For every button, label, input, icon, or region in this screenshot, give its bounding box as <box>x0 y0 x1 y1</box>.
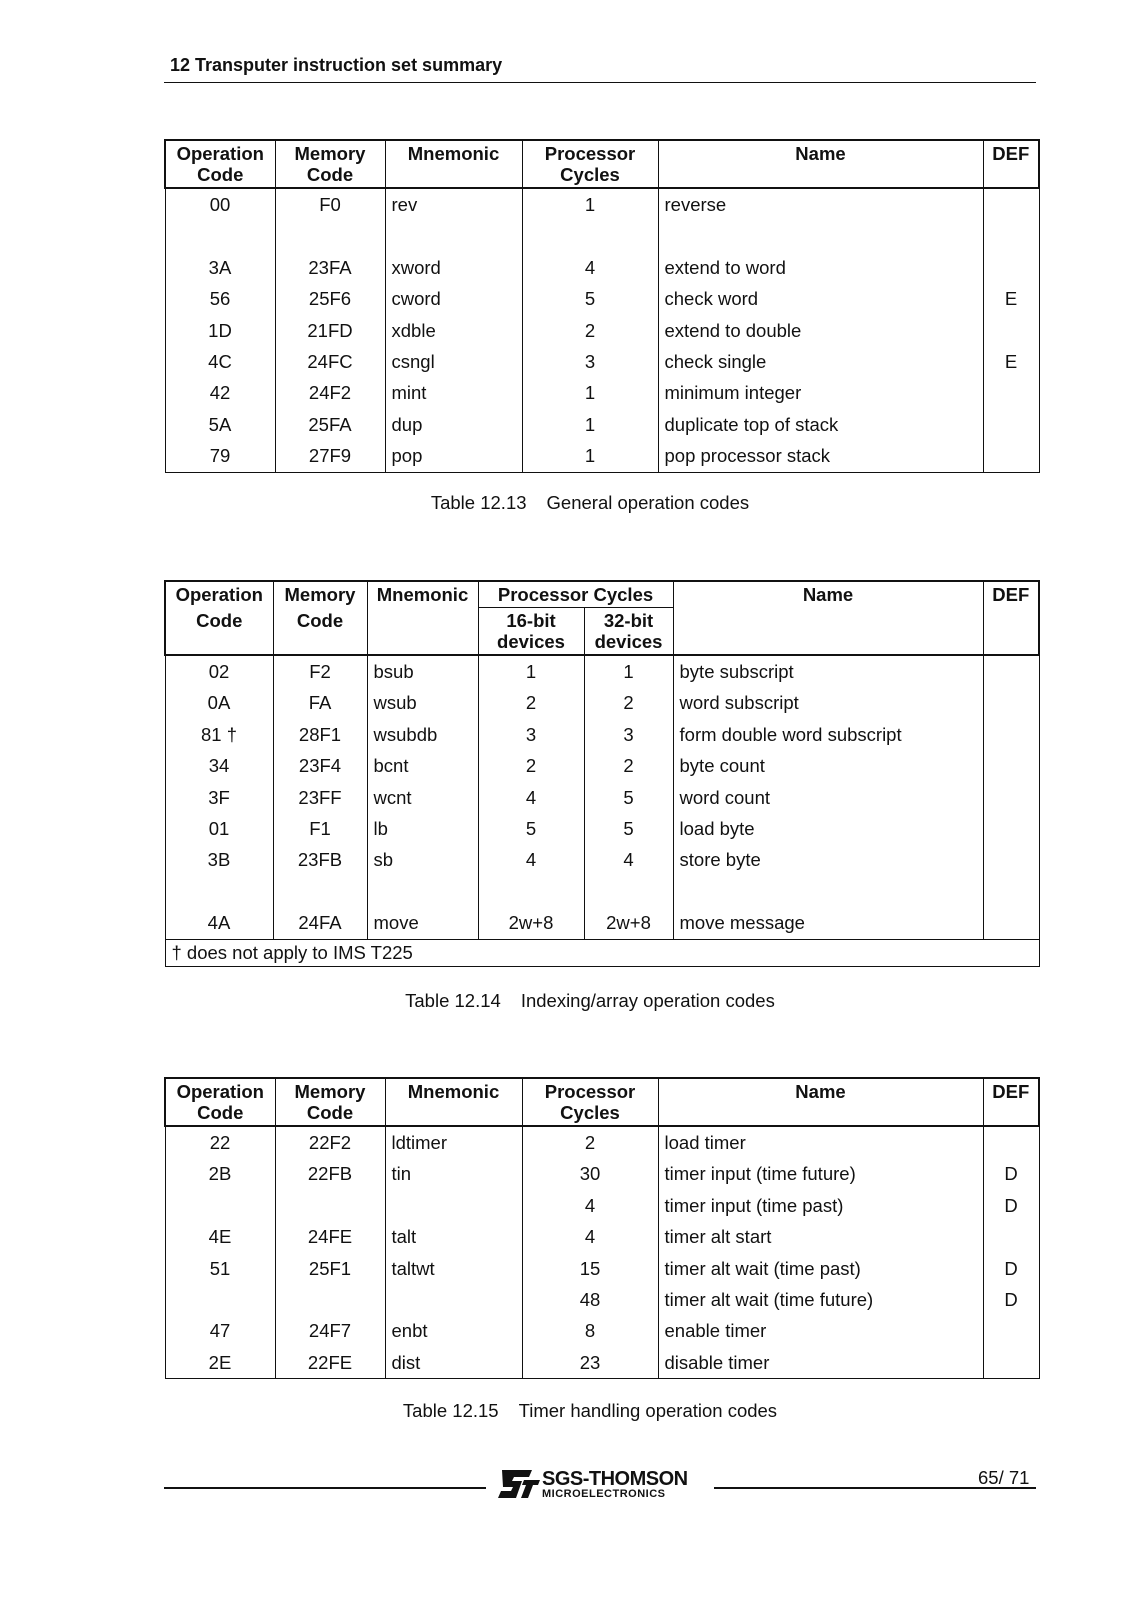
table-cell: 22 <box>165 1126 275 1158</box>
col-header: DEF <box>983 581 1039 655</box>
table-cell <box>983 440 1039 472</box>
table-row <box>165 283 1039 314</box>
table-cell <box>983 1315 1039 1346</box>
table-row <box>165 1253 1039 1284</box>
footnote-row <box>165 939 1039 966</box>
table-cell <box>983 813 1039 844</box>
table-cell: 25FA <box>275 409 385 440</box>
table-cell: 22FE <box>275 1347 385 1379</box>
table-row <box>165 782 1039 813</box>
caption-number: Table 12.13 <box>430 492 527 513</box>
table-cell: 4 <box>522 252 658 283</box>
table-cell: enable timer <box>658 1315 983 1346</box>
table-row <box>165 220 1039 251</box>
logo-text: SGS-THOMSON <box>542 1467 688 1490</box>
table-cell <box>385 1284 522 1315</box>
table-cell: tin <box>385 1158 522 1189</box>
table-cell: 30 <box>522 1158 658 1189</box>
table-cell: bsub <box>367 655 478 687</box>
st-logo <box>494 1468 688 1500</box>
table-cell <box>584 876 673 907</box>
table-cell <box>275 220 385 251</box>
col-header: Operation Code <box>165 1078 275 1126</box>
table-cell: disable timer <box>658 1347 983 1379</box>
table-cell: 24FE <box>275 1221 385 1252</box>
table-cell: wsubdb <box>367 719 478 750</box>
table-cell: dist <box>385 1347 522 1379</box>
table-cell: 2 <box>584 687 673 718</box>
table-cell: wcnt <box>367 782 478 813</box>
table-row <box>165 315 1039 346</box>
table-caption <box>0 990 1139 1012</box>
table-cell: 1 <box>584 655 673 687</box>
table-cell <box>983 315 1039 346</box>
table-cell <box>983 719 1039 750</box>
col-header: Name <box>658 140 983 188</box>
table-cell: D <box>983 1158 1039 1189</box>
table-cell: 4 <box>478 782 584 813</box>
table-cell: 56 <box>165 283 275 314</box>
col-header: Memory Code <box>275 140 385 188</box>
section-header: 12 Transputer instruction set summary <box>170 55 503 75</box>
table-cell: 2w+8 <box>478 907 584 939</box>
table-cell: cword <box>385 283 522 314</box>
table-cell: 34 <box>165 750 273 781</box>
table-cell: rev <box>385 188 522 220</box>
table-cell: 00 <box>165 188 275 220</box>
table-row <box>165 687 1039 718</box>
table-cell: 23FA <box>275 252 385 283</box>
table-cell: taltwt <box>385 1253 522 1284</box>
table-cell: 4 <box>478 844 584 875</box>
table-cell: 4A <box>165 907 273 939</box>
table-cell: timer input (time future) <box>658 1158 983 1189</box>
col-header: Name <box>673 581 983 655</box>
col-header: Processor Cycles <box>522 1078 658 1126</box>
st-logo-icon <box>494 1468 542 1500</box>
table-cell: ldtimer <box>385 1126 522 1158</box>
caption-number: Table 12.14 <box>405 990 501 1011</box>
table-cell: 2B <box>165 1158 275 1189</box>
table-cell <box>273 876 367 907</box>
table-cell: reverse <box>658 188 983 220</box>
table-cell: word count <box>673 782 983 813</box>
table-cell: 3A <box>165 252 275 283</box>
table-cell: 25F6 <box>275 283 385 314</box>
col-subheader: 16-bit devices <box>478 608 584 656</box>
table-cell <box>673 876 983 907</box>
table-cell: F0 <box>275 188 385 220</box>
table-cell: 3 <box>584 719 673 750</box>
table-cell: D <box>983 1190 1039 1221</box>
table-cell: byte subscript <box>673 655 983 687</box>
table-cell <box>983 409 1039 440</box>
table-cell: wsub <box>367 687 478 718</box>
table-cell <box>983 782 1039 813</box>
footer-rule-left <box>164 1487 486 1489</box>
table-cell <box>165 876 273 907</box>
table-row <box>165 876 1039 907</box>
table-cell: 5 <box>584 813 673 844</box>
table-cell: csngl <box>385 346 522 377</box>
table-row <box>165 1347 1039 1379</box>
table-cell <box>275 1284 385 1315</box>
table-cell <box>983 220 1039 251</box>
table-row <box>165 813 1039 844</box>
table-cell: timer input (time past) <box>658 1190 983 1221</box>
table-cell: bcnt <box>367 750 478 781</box>
table-cell <box>522 220 658 251</box>
table-cell: 3 <box>522 346 658 377</box>
table-cell: 23F4 <box>273 750 367 781</box>
table-cell <box>983 1221 1039 1252</box>
table-cell: 24FC <box>275 346 385 377</box>
table-cell: lb <box>367 813 478 844</box>
table-cell <box>165 1284 275 1315</box>
col-header: Operation Code <box>165 140 275 188</box>
table-cell: check single <box>658 346 983 377</box>
table-cell <box>983 1126 1039 1158</box>
table-cell: extend to word <box>658 252 983 283</box>
table-row <box>165 1190 1039 1221</box>
table-cell: 47 <box>165 1315 275 1346</box>
table-cell: 24F2 <box>275 377 385 408</box>
table-cell: D <box>983 1284 1039 1315</box>
table-cell: xword <box>385 252 522 283</box>
table-cell: 2 <box>522 315 658 346</box>
table-cell <box>658 220 983 251</box>
table-cell: 3F <box>165 782 273 813</box>
table-cell: talt <box>385 1221 522 1252</box>
table-cell: minimum integer <box>658 377 983 408</box>
table-cell: 2E <box>165 1347 275 1379</box>
col-header: Name <box>658 1078 983 1126</box>
table-cell: pop <box>385 440 522 472</box>
col-header: Memory Code <box>275 1078 385 1126</box>
table-cell: 23FB <box>273 844 367 875</box>
table-cell: 21FD <box>275 315 385 346</box>
table-cell: byte count <box>673 750 983 781</box>
table-cell: move message <box>673 907 983 939</box>
table-cell: F1 <box>273 813 367 844</box>
table-cell <box>983 687 1039 718</box>
table-cell: 1 <box>522 440 658 472</box>
table-cell: D <box>983 1253 1039 1284</box>
caption-text: Timer handling operation codes <box>518 1400 778 1421</box>
col-header: DEF <box>983 1078 1039 1126</box>
table-cell: timer alt start <box>658 1221 983 1252</box>
table-cell: 22FB <box>275 1158 385 1189</box>
table-cell: 2 <box>584 750 673 781</box>
table-cell: 1D <box>165 315 275 346</box>
table-cell: store byte <box>673 844 983 875</box>
table-row <box>165 409 1039 440</box>
general-opcodes-table <box>164 139 1040 473</box>
header-rule <box>164 82 1036 83</box>
table-cell: timer alt wait (time past) <box>658 1253 983 1284</box>
table-cell <box>983 655 1039 687</box>
table-row <box>165 377 1039 408</box>
table-caption <box>0 1400 1139 1422</box>
table-cell <box>983 252 1039 283</box>
table-cell: E <box>983 283 1039 314</box>
table-cell: 1 <box>478 655 584 687</box>
col-header: Mnemonic <box>385 1078 522 1126</box>
table-row <box>165 346 1039 377</box>
table-cell: 8 <box>522 1315 658 1346</box>
table-cell: 4C <box>165 346 275 377</box>
caption-number: Table 12.15 <box>402 1400 499 1421</box>
table-cell <box>983 188 1039 220</box>
table-cell: 4 <box>522 1221 658 1252</box>
table-row <box>165 1315 1039 1346</box>
indexing-opcodes-table <box>164 580 1040 967</box>
table-cell: 2 <box>478 687 584 718</box>
table-cell: 5 <box>584 782 673 813</box>
col-header: Processor Cycles <box>478 581 673 608</box>
table-cell: 23FF <box>273 782 367 813</box>
table-cell <box>983 377 1039 408</box>
table-row <box>165 1158 1039 1189</box>
table-cell: pop processor stack <box>658 440 983 472</box>
table-cell: 1 <box>522 377 658 408</box>
table-cell: FA <box>273 687 367 718</box>
table-row <box>165 440 1039 472</box>
table-cell: check word <box>658 283 983 314</box>
table-cell: enbt <box>385 1315 522 1346</box>
table-cell: F2 <box>273 655 367 687</box>
table-cell <box>165 1190 275 1221</box>
table-cell <box>367 876 478 907</box>
table-caption <box>0 492 1139 514</box>
table-cell <box>275 1190 385 1221</box>
col-header: Processor Cycles <box>522 140 658 188</box>
table-cell: 1 <box>522 188 658 220</box>
table-cell: xdble <box>385 315 522 346</box>
table-cell: 24FA <box>273 907 367 939</box>
table-cell <box>983 1347 1039 1379</box>
table-cell: timer alt wait (time future) <box>658 1284 983 1315</box>
table-cell: 27F9 <box>275 440 385 472</box>
table-cell: 5A <box>165 409 275 440</box>
table-cell: 2w+8 <box>584 907 673 939</box>
table-cell: 28F1 <box>273 719 367 750</box>
table-row <box>165 844 1039 875</box>
table-cell: dup <box>385 409 522 440</box>
table-cell: 5 <box>522 283 658 314</box>
col-header: Code <box>273 608 367 656</box>
logo-subtext: MICROELECTRONICS <box>542 1487 666 1500</box>
table-row <box>165 252 1039 283</box>
table-cell: 81 † <box>165 719 273 750</box>
table-cell: extend to double <box>658 315 983 346</box>
table-cell: E <box>983 346 1039 377</box>
table-row <box>165 1221 1039 1252</box>
table-cell: 4E <box>165 1221 275 1252</box>
table-cell: 3 <box>478 719 584 750</box>
table-cell: load byte <box>673 813 983 844</box>
col-subheader: 32-bit devices <box>584 608 673 656</box>
table-cell: 5 <box>478 813 584 844</box>
col-header: Operation <box>165 581 273 608</box>
table-cell: form double word subscript <box>673 719 983 750</box>
table-cell: 02 <box>165 655 273 687</box>
timer-opcodes-table <box>164 1077 1040 1379</box>
table-cell: load timer <box>658 1126 983 1158</box>
table-cell: 4 <box>584 844 673 875</box>
table-cell <box>983 844 1039 875</box>
table-cell <box>983 876 1039 907</box>
table-cell: 23 <box>522 1347 658 1379</box>
table-cell <box>385 1190 522 1221</box>
caption-text: Indexing/array operation codes <box>520 990 775 1011</box>
table-cell: word subscript <box>673 687 983 718</box>
table-cell: move <box>367 907 478 939</box>
table-cell <box>983 750 1039 781</box>
table-cell: 3B <box>165 844 273 875</box>
table-row <box>165 719 1039 750</box>
table-row <box>165 188 1039 220</box>
table-row <box>165 750 1039 781</box>
table-cell <box>165 220 275 251</box>
table-cell <box>385 220 522 251</box>
table-cell: 24F7 <box>275 1315 385 1346</box>
table-cell <box>478 876 584 907</box>
table-cell: 79 <box>165 440 275 472</box>
col-header: Mnemonic <box>385 140 522 188</box>
table-cell <box>983 907 1039 939</box>
table-cell: 0A <box>165 687 273 718</box>
table-cell: 25F1 <box>275 1253 385 1284</box>
table-cell: 2 <box>478 750 584 781</box>
table-cell: 01 <box>165 813 273 844</box>
caption-text: General operation codes <box>546 492 750 513</box>
table-cell: 1 <box>522 409 658 440</box>
table-cell: mint <box>385 377 522 408</box>
table-cell: 48 <box>522 1284 658 1315</box>
table-cell: 4 <box>522 1190 658 1221</box>
table-cell: 2 <box>522 1126 658 1158</box>
table-cell: duplicate top of stack <box>658 409 983 440</box>
table-cell: sb <box>367 844 478 875</box>
footnote: † does not apply to IMS T225 <box>165 939 1039 966</box>
table-row <box>165 907 1039 939</box>
col-header: Memory <box>273 581 367 608</box>
table-cell: 22F2 <box>275 1126 385 1158</box>
col-header: DEF <box>983 140 1039 188</box>
table-row <box>165 1284 1039 1315</box>
table-cell: 42 <box>165 377 275 408</box>
table-row <box>165 655 1039 687</box>
col-header: Mnemonic <box>367 581 478 655</box>
table-cell: 15 <box>522 1253 658 1284</box>
page-number: 65/ 71 <box>978 1467 1030 1488</box>
col-header: Code <box>165 608 273 656</box>
table-cell: 51 <box>165 1253 275 1284</box>
table-row <box>165 1126 1039 1158</box>
